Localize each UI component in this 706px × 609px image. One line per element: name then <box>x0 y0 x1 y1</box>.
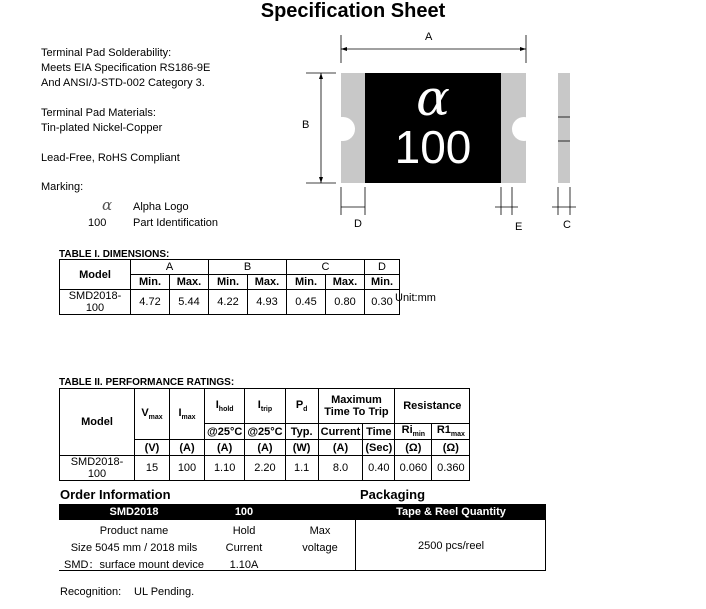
table-row <box>60 456 470 481</box>
unit-label: (A) <box>245 440 285 456</box>
solderability-block <box>41 46 210 91</box>
table1-max: Max. <box>248 275 287 290</box>
table1-unit: Unit:mm <box>395 292 436 304</box>
table1-min: Min. <box>287 275 326 290</box>
table1-max: Max. <box>170 275 209 290</box>
table2-title: TABLE II. PERFORMANCE RATINGS: <box>59 377 235 388</box>
ihold-header: $I_{hold}$ <box>205 389 245 424</box>
unit-label: (A) <box>170 440 205 456</box>
order-col-voltage <box>290 523 350 557</box>
materials-line: Terminal Pad Materials: <box>41 107 156 119</box>
current-label: Current <box>318 424 363 440</box>
at25-label: @25°C <box>245 424 285 440</box>
table-row <box>60 290 400 315</box>
resistance-header: Resistance <box>395 389 470 424</box>
table1-min: Min. <box>131 275 170 290</box>
itrip-header: $I_{trip}$ <box>245 389 285 424</box>
order-col-product <box>64 523 204 574</box>
order-bar-code: 100 <box>234 506 254 518</box>
table2-cell: 100 <box>170 456 205 481</box>
table2-cell: 8.0 <box>318 456 363 481</box>
solderability-line: Meets EIA Specification RS186-9E <box>41 62 211 74</box>
table1-group: C <box>287 260 365 275</box>
table1-title: TABLE I. DIMENSIONS: <box>59 249 170 260</box>
table2-cell: 2.20 <box>245 456 285 481</box>
dimensions-table <box>59 259 400 315</box>
order-text: Hold <box>232 525 256 537</box>
order-bar-model: SMD2018 <box>109 506 159 518</box>
r1-header: $R1_{max}$ <box>432 424 470 440</box>
performance-table <box>59 388 470 481</box>
part-code-desc: Part Identification <box>133 217 218 229</box>
table1-cell: SMD2018-100 <box>60 290 131 315</box>
table1-group: A <box>131 260 209 275</box>
table1-cell: 4.93 <box>248 290 287 315</box>
table2-model-header: Model <box>60 389 135 456</box>
typ-label: Typ. <box>285 424 318 440</box>
page-title: Specification Sheet <box>260 0 446 22</box>
order-text: Product name <box>99 525 169 537</box>
unit-label: (A) <box>318 440 363 456</box>
order-text: Size 5045 mm / 2018 mils <box>70 542 198 554</box>
order-text: voltage <box>302 542 338 554</box>
table1-cell: 0.80 <box>326 290 365 315</box>
recognition-label: Recognition: <box>60 586 122 598</box>
order-bar-qty: Tape & Reel Quantity <box>396 506 506 518</box>
imax-header: $I_{max}$ <box>170 389 205 440</box>
unit-label: (W) <box>285 440 318 456</box>
unit-label: (V) <box>135 440 170 456</box>
order-col-hold <box>214 523 274 574</box>
dim-a-label: A <box>425 31 433 43</box>
alpha-logo-desc: Alpha Logo <box>133 201 189 213</box>
table2-cell: 1.10 <box>205 456 245 481</box>
unit-label: (Sec) <box>363 440 395 456</box>
leadfree-text: Lead-Free, RoHS Compliant <box>41 152 180 164</box>
table2-cell: 0.40 <box>363 456 395 481</box>
table1-max: Max. <box>326 275 365 290</box>
packaging-title: Packaging <box>360 487 426 502</box>
solderability-line: Terminal Pad Solderability: <box>41 47 172 59</box>
packaging-qty: 2500 pcs/reel <box>417 540 485 552</box>
table1-min: Min. <box>365 275 400 290</box>
order-text: Max <box>309 525 331 537</box>
solderability-line: And ANSI/J-STD-002 Category 3. <box>41 77 205 89</box>
ri-header: $Ri_{min}$ <box>395 424 432 440</box>
unit-label: (Ω) <box>432 440 470 456</box>
dim-b-label: B <box>302 119 310 131</box>
dim-e-label: E <box>515 221 523 233</box>
table2-cell: SMD2018-100 <box>60 456 135 481</box>
table1-cell: 4.72 <box>131 290 170 315</box>
table1-cell: 0.30 <box>365 290 400 315</box>
table1-group: D <box>365 260 400 275</box>
table1-cell: 0.45 <box>287 290 326 315</box>
pd-header: $P_d$ <box>285 389 318 424</box>
table2-cell: 0.360 <box>432 456 470 481</box>
table1-min: Min. <box>209 275 248 290</box>
table2-cell: 0.060 <box>395 456 432 481</box>
alpha-logo-symbol: α <box>102 196 113 214</box>
table2-cell: 1.1 <box>285 456 318 481</box>
table1-group: B <box>209 260 287 275</box>
dim-d-label: D <box>354 218 362 230</box>
table1-model-header: Model <box>60 260 131 290</box>
unit-label: (A) <box>205 440 245 456</box>
order-title: Order Information <box>60 487 171 502</box>
dim-c-label: C <box>563 219 571 231</box>
at25-label: @25°C <box>205 424 245 440</box>
chip-code: 100 <box>394 121 472 173</box>
part-code: 100 <box>88 217 107 229</box>
table1-cell: 4.22 <box>209 290 248 315</box>
unit-label: (Ω) <box>395 440 432 456</box>
materials-block <box>41 106 162 136</box>
table2-cell: 15 <box>135 456 170 481</box>
order-text: SMD：surface mount device <box>64 559 204 571</box>
materials-line: Tin-plated Nickel-Copper <box>41 122 163 134</box>
time-label: Time <box>363 424 395 440</box>
max-time-header: Maximum Time To Trip <box>318 389 395 424</box>
chip-logo: α <box>416 69 450 127</box>
recognition-value: UL Pending. <box>134 586 195 598</box>
table1-cell: 5.44 <box>170 290 209 315</box>
marking-label: Marking: <box>41 181 84 193</box>
order-text: Current <box>225 542 263 554</box>
order-text: 1.10A <box>229 559 259 571</box>
vmax-header: $V_{max}$ <box>135 389 170 440</box>
